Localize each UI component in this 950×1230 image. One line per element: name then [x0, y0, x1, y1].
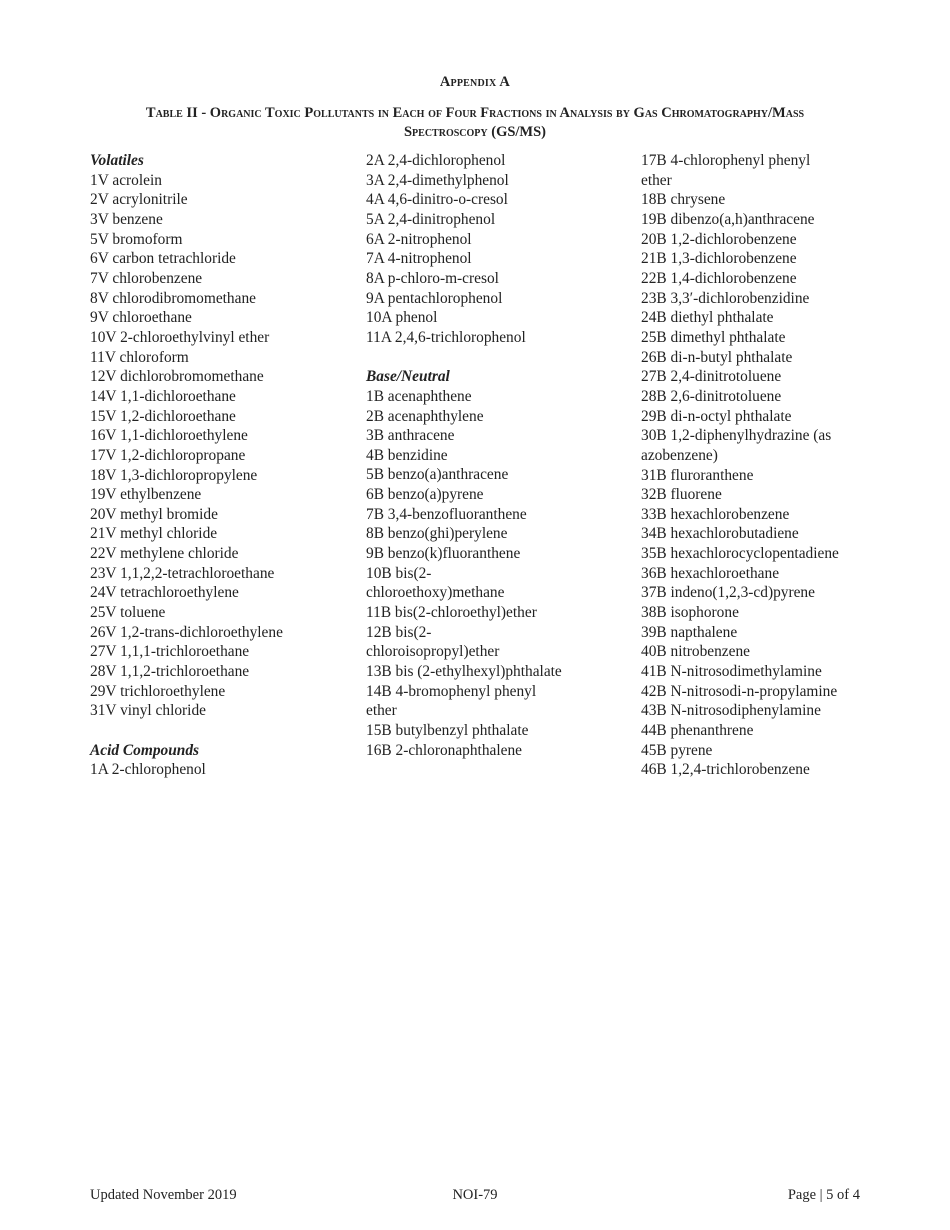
list-item: 38B isophorone	[641, 604, 739, 622]
list-item: 8V chlorodibromomethane	[90, 289, 256, 307]
column-1	[90, 151, 355, 780]
list-item: 6B benzo(a)pyrene	[366, 486, 484, 504]
list-item: 14B 4-bromophenyl phenyl	[366, 682, 537, 700]
list-item: 43B N-nitrosodiphenylamine	[641, 702, 821, 720]
list-item: 22B 1,4-dichlorobenzene	[641, 269, 797, 287]
volatiles-heading: Volatiles	[90, 152, 144, 169]
list-item: 1V acrolein	[90, 171, 162, 189]
list-item: 8A p-chloro-m-cresol	[366, 269, 499, 287]
list-item: 26B di-n-butyl phthalate	[641, 348, 793, 366]
list-item: 4B benzidine	[366, 446, 448, 464]
list-item: 21B 1,3-dichlorobenzene	[641, 250, 797, 268]
list-item: 17B 4-chlorophenyl phenyl	[641, 152, 811, 169]
list-item: 32B fluorene	[641, 486, 722, 504]
list-item: 2V acrylonitrile	[90, 191, 188, 209]
list-item: 6V carbon tetrachloride	[90, 250, 236, 268]
list-item: 19B dibenzo(a,h)anthracene	[641, 210, 815, 228]
list-item: 7A 4-nitrophenol	[366, 250, 472, 268]
list-item: 5V bromoform	[90, 230, 183, 248]
list-item: 10B bis(2-	[366, 564, 432, 582]
list-item: 30B 1,2-diphenylhydrazine (as	[641, 427, 832, 445]
list-item: 9A pentachlorophenol	[366, 289, 503, 307]
list-item: 7V chlorobenzene	[90, 269, 203, 287]
list-item: 40B nitrobenzene	[641, 643, 750, 661]
list-item: 19V ethylbenzene	[90, 486, 202, 504]
list-item: 9V chloroethane	[90, 309, 192, 327]
spacer	[366, 348, 631, 368]
list-item: 3V benzene	[90, 210, 163, 228]
list-item: 24V tetrachloroethylene	[90, 584, 239, 602]
list-item: 22V methylene chloride	[90, 545, 239, 563]
list-item: 7B 3,4-benzofluoranthene	[366, 505, 527, 523]
list-item: 1B acenaphthene	[366, 387, 472, 405]
list-item: 28V 1,1,2-trichloroethane	[90, 663, 250, 681]
list-item: 18B chrysene	[641, 191, 726, 209]
list-item: 13B bis (2-ethylhexyl)phthalate	[366, 663, 562, 681]
list-item: 20V methyl bromide	[90, 505, 218, 523]
list-item: 2B acenaphthylene	[366, 407, 484, 425]
list-item: ether	[641, 171, 672, 189]
list-item: 35B hexachlorocyclopentadiene	[641, 545, 839, 563]
list-item: azobenzene)	[641, 446, 718, 464]
list-item: 2A 2,4-dichlorophenol	[366, 152, 506, 169]
list-item: 5A 2,4-dinitrophenol	[366, 210, 496, 228]
list-item: 10V 2-chloroethylvinyl ether	[90, 328, 270, 346]
list-item: 12V dichlorobromomethane	[90, 368, 264, 386]
list-item: 20B 1,2-dichlorobenzene	[641, 230, 797, 248]
list-item: 3B anthracene	[366, 427, 455, 445]
list-item: 11A 2,4,6-trichlorophenol	[366, 328, 526, 346]
list-item: 21V methyl chloride	[90, 525, 218, 543]
spacer	[90, 721, 355, 741]
base-neutral-list	[366, 387, 631, 760]
list-item: chloroethoxy)methane	[366, 584, 505, 602]
list-item: 46B 1,2,4-trichlorobenzene	[641, 761, 810, 779]
list-item: 37B indeno(1,2,3-cd)pyrene	[641, 584, 815, 602]
list-item: 36B hexachloroethane	[641, 564, 780, 582]
list-item: 16V 1,1-dichloroethylene	[90, 427, 248, 445]
list-item: 6A 2-nitrophenol	[366, 230, 472, 248]
list-item: 23B 3,3′-dichlorobenzidine	[641, 289, 810, 307]
footer-form-number: NOI-79	[452, 1187, 498, 1203]
list-item: 14V 1,1-dichloroethane	[90, 387, 236, 405]
base-neutral-heading: Base/Neutral	[366, 368, 450, 386]
base-neutral-list-continued	[641, 151, 871, 780]
list-item: 42B N-nitrosodi-n-propylamine	[641, 682, 838, 700]
list-item: 15B butylbenzyl phthalate	[366, 722, 529, 740]
list-item: 41B N-nitrosodimethylamine	[641, 663, 822, 681]
acid-compounds-list	[366, 151, 631, 348]
list-item: 27V 1,1,1-trichloroethane	[90, 643, 250, 661]
list-item: 24B diethyl phthalate	[641, 309, 774, 327]
volatiles-list	[90, 171, 355, 721]
column-3	[641, 151, 871, 780]
list-item: 4A 4,6-dinitro-o-cresol	[366, 191, 508, 209]
list-item: 29V trichloroethylene	[90, 682, 226, 700]
list-item: 33B hexachlorobenzene	[641, 505, 790, 523]
list-item: 44B phenanthrene	[641, 722, 754, 740]
list-item: 45B pyrene	[641, 741, 713, 759]
list-item: 11V chloroform	[90, 348, 189, 366]
footer-updated-date: Updated November 2019	[90, 1187, 237, 1203]
list-item: 25B dimethyl phthalate	[641, 328, 786, 346]
list-item: 29B di-n-octyl phthalate	[641, 407, 792, 425]
list-item: 12B bis(2-	[366, 623, 432, 641]
list-item: 39B napthalene	[641, 623, 738, 641]
list-item: 8B benzo(ghi)perylene	[366, 525, 508, 543]
list-item: 16B 2-chloronaphthalene	[366, 741, 522, 759]
footer-page-number: Page | 5 of 4	[787, 1187, 860, 1203]
list-item: 10A phenol	[366, 309, 438, 327]
list-item: 27B 2,4-dinitrotoluene	[641, 368, 782, 386]
list-item: 3A 2,4-dimethylphenol	[366, 171, 509, 189]
list-item: 15V 1,2-dichloroethane	[90, 407, 236, 425]
list-item: 26V 1,2-trans-dichloroethylene	[90, 623, 283, 641]
list-item: 11B bis(2-chloroethyl)ether	[366, 604, 537, 622]
list-item: 23V 1,1,2,2-tetrachloroethane	[90, 564, 275, 582]
list-item: ether	[366, 702, 397, 720]
list-item: 1A 2-chlorophenol	[90, 761, 206, 779]
list-item: 31V vinyl chloride	[90, 702, 206, 720]
list-item: 18V 1,3-dichloropropylene	[90, 466, 258, 484]
column-2	[366, 151, 631, 760]
list-item: 28B 2,6-dinitrotoluene	[641, 387, 782, 405]
list-item: 5B benzo(a)anthracene	[366, 466, 509, 484]
table-title: Table II - Organic Toxic Pollutants in Each of Four Fractions in Analysis by Gas Chromatography/Mass Spectroscopy (GS/MS)	[145, 105, 805, 140]
list-item: 17V 1,2-dichloropropane	[90, 446, 246, 464]
appendix-title: Appendix A	[439, 74, 511, 90]
list-item: 31B fluroranthene	[641, 466, 754, 484]
acid-compounds-heading: Acid Compounds	[90, 741, 200, 759]
list-item: chloroisopropyl)ether	[366, 643, 500, 661]
list-item: 25V toluene	[90, 604, 166, 622]
list-item: 9B benzo(k)fluoranthene	[366, 545, 521, 563]
list-item: 34B hexachlorobutadiene	[641, 525, 799, 543]
